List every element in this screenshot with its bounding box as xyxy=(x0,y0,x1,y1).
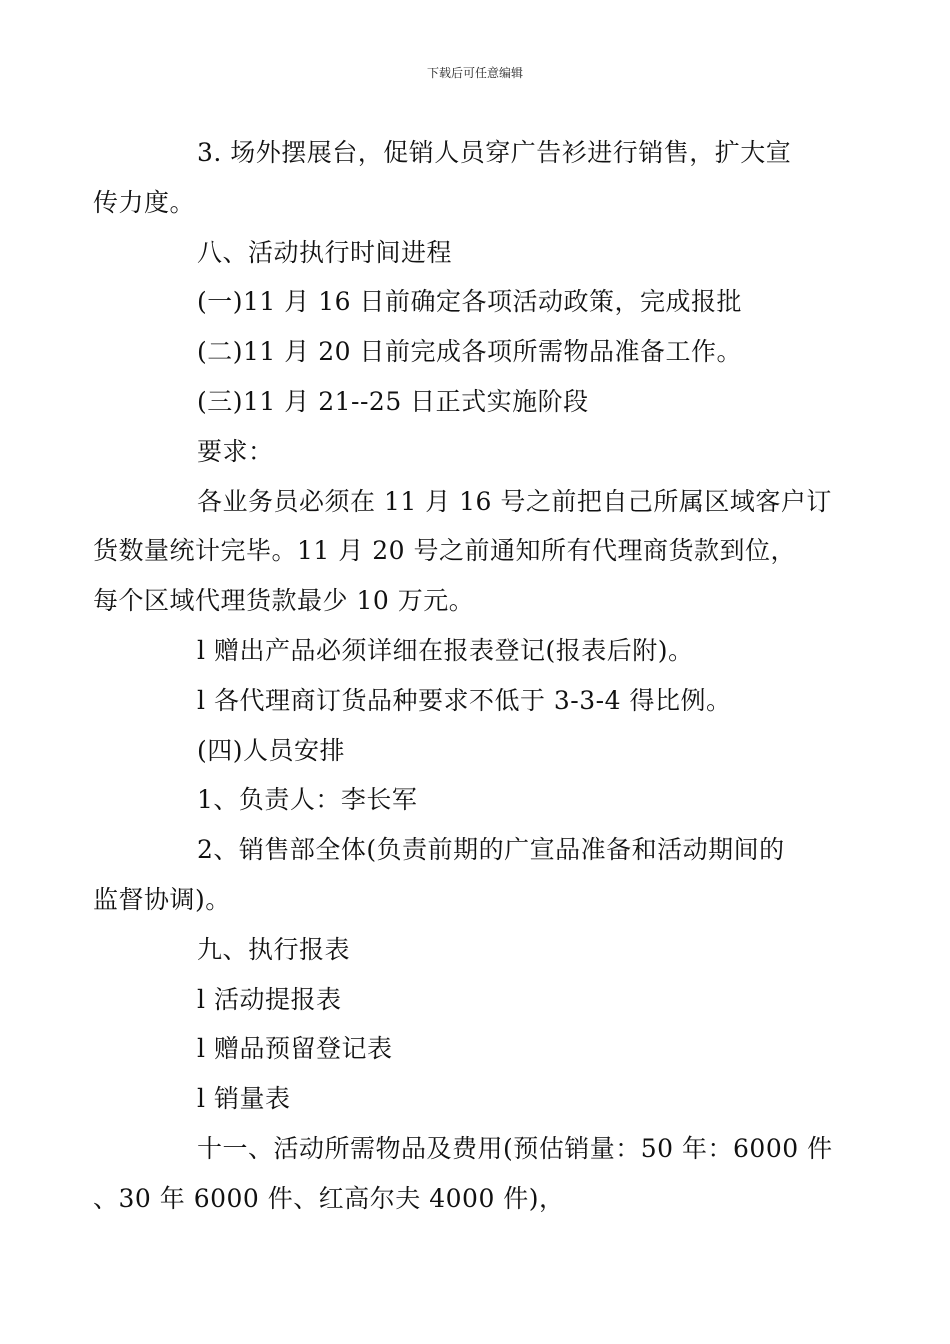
paragraph-line: (四)人员安排 xyxy=(197,735,346,765)
report-item-1 xyxy=(145,975,810,1025)
paragraph-promotion-booth xyxy=(93,128,810,228)
staffing-item-1 xyxy=(145,775,810,825)
paragraph-line: (二)11 月 20 日前完成各项所需物品准备工作。 xyxy=(197,337,742,367)
paragraph-line: 传力度。 xyxy=(93,187,196,217)
paragraph-line: 、30 年 6000 件、红高尔夫 4000 件)， xyxy=(93,1183,565,1213)
section-heading-schedule xyxy=(145,228,810,278)
paragraph-line: 九、执行报表 xyxy=(197,934,351,964)
paragraph-line: l 赠品预留登记表 xyxy=(197,1034,393,1064)
schedule-item-1 xyxy=(145,277,810,327)
page-header-note: 下载后可任意编辑 xyxy=(426,66,523,80)
paragraph-line: l 赠出产品必须详细在报表登记(报表后附)。 xyxy=(197,635,694,665)
report-item-2 xyxy=(145,1024,810,1074)
section-heading-reports xyxy=(145,925,810,975)
staffing-heading xyxy=(145,726,810,776)
paragraph-line: 货数量统计完毕。11 月 20 号之前通知所有代理商货款到位， xyxy=(93,536,796,566)
staffing-item-2 xyxy=(93,825,810,925)
document-body xyxy=(93,128,833,1224)
paragraph-line: 1、负责人：李长军 xyxy=(197,785,418,815)
paragraph-line: 每个区域代理货款最少 10 万元。 xyxy=(93,586,475,616)
requirements-heading xyxy=(145,427,810,477)
paragraph-line: l 活动提报表 xyxy=(197,984,342,1014)
paragraph-line: 监督协调)。 xyxy=(93,884,231,914)
requirements-paragraph xyxy=(93,477,832,626)
section-heading-materials xyxy=(93,1124,833,1224)
schedule-item-2 xyxy=(145,327,810,377)
paragraph-line: 3. 场外摆展台，促销人员穿广告衫进行销售，扩大宣 xyxy=(197,138,792,167)
paragraph-line: (一)11 月 16 日前确定各项活动政策，完成报批 xyxy=(197,287,742,317)
paragraph-line: 十一、活动所需物品及费用(预估销量：50 年：6000 件 xyxy=(197,1133,833,1163)
paragraph-line: 八、活动执行时间进程 xyxy=(197,237,453,267)
paragraph-line: (三)11 月 21--25 日正式实施阶段 xyxy=(197,386,589,416)
paragraph-line: l 销量表 xyxy=(197,1084,291,1114)
schedule-item-3 xyxy=(145,377,810,427)
paragraph-line: l 各代理商订货品种要求不低于 3-3-4 得比例。 xyxy=(197,685,732,715)
paragraph-line: 各业务员必须在 11 月 16 号之前把自己所属区域客户订 xyxy=(197,486,832,516)
requirement-item-gifts xyxy=(145,626,810,676)
report-item-3 xyxy=(145,1074,810,1124)
requirement-item-ratio xyxy=(145,676,810,726)
paragraph-line: 2、销售部全体(负责前期的广宣品准备和活动期间的 xyxy=(197,835,785,865)
paragraph-line: 要求： xyxy=(197,436,274,466)
